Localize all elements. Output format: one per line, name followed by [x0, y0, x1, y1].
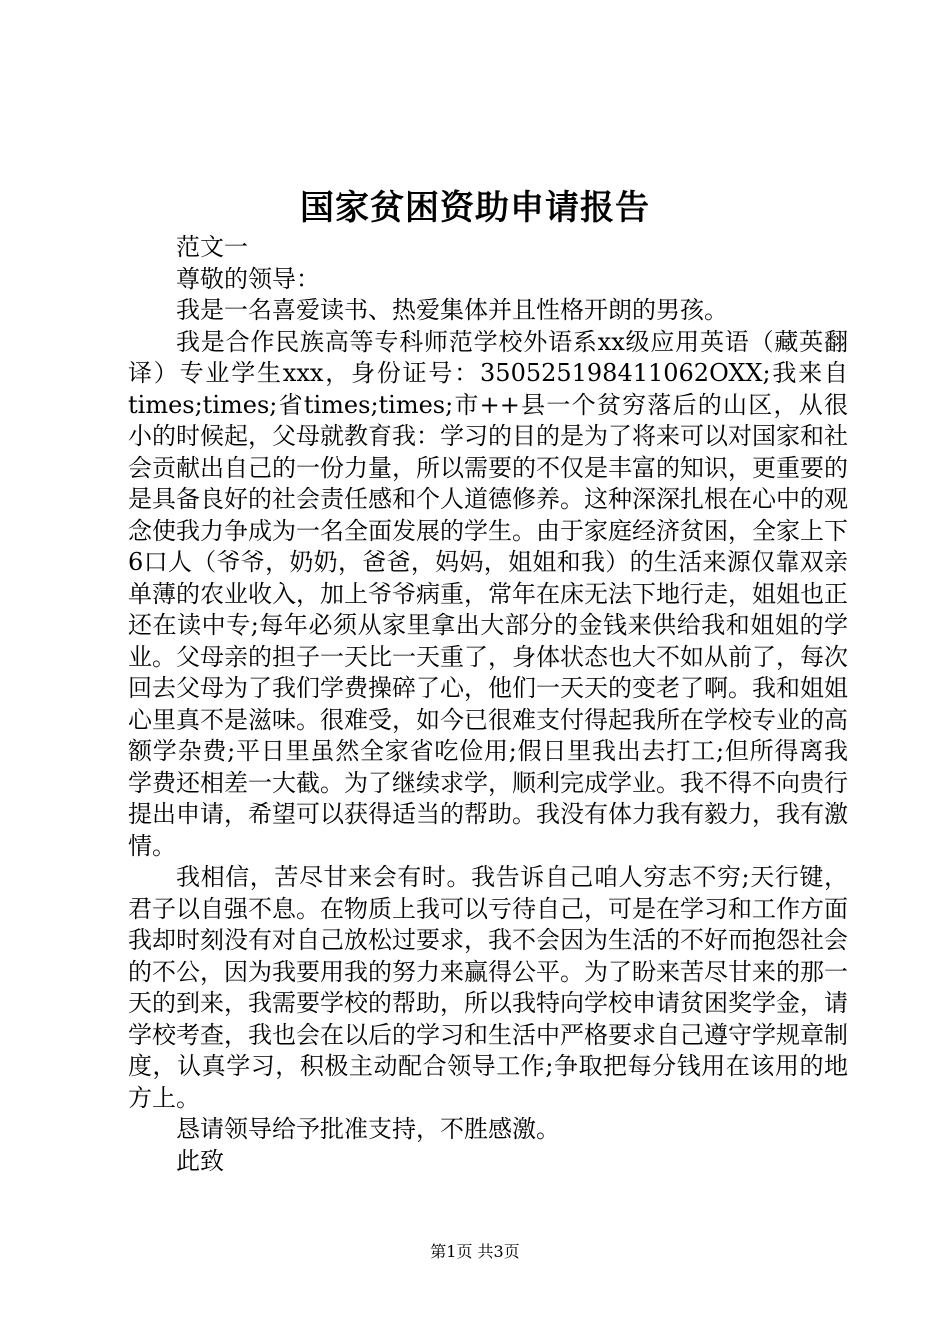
paragraph-belief: 我相信，苦尽甘来会有时。我告诉自己咱人穷志不穷;天行键，君子以自强不息。在物质上我可以亏待自己，可是在学习和工作方面我却时刻没有对自己放松过要求，我不会因为生活的不好而抱怨社会的不公，因为我要用我的努力来赢得公平。为了盼来苦尽甘来的那一天的到来，我需要学校的帮助，所以我特向学校申请贫困奖学金，请学校考查，我也会在以后的学习和生活中严格要求自己遵守学规章制度，认真学习，积极主动配合领导工作;争取把每分钱用在该用的地方上。 — [128, 863, 848, 1112]
paragraph-closing: 此致 — [176, 1146, 224, 1175]
paragraph-intro: 我是一名喜爱读书、热爱集体并且性格开朗的男孩。 — [176, 296, 728, 324]
paragraph-salutation: 尊敬的领导： — [176, 264, 320, 293]
paragraph-background: 我是合作民族高等专科师范学校外语系xx级应用英语（藏英翻译）专业学生xxx，身份证号：350525198411062OXX;我来自times;times;省times;times;市++县一个贫穷落后的山区，从很小的时候起，父母就教育我：学习的目的是为了将来可以对国家和社会贡献出自己的一份力量，所以需要的不仅是丰富的知识，更重要的是具备良好的社会责任感和个人道德修养。这种深深扎根在心中的观念使我力争成为一名全面发展的学生。由于家庭经济贫困，全家上下6口人（爷爷，奶奶，爸爸，妈妈，姐姐和我）的生活来源仅靠双亲单薄的农业收入，加上爷爷病重，常年在床无法下地行走，姐姐也正还在读中专;每年必须从家里拿出大部分的金钱来供给我和姐姐的学业。父母亲的担子一天比一天重了，身体状态也大不如从前了，每次回去父母为了我们学费操碎了心，他们一天天的变老了啊。我和姐姐心里真不是滋味。很难受，如今已很难支付得起我所在学校专业的高额学杂费;平日里虽然全家省吃俭用;假日里我出去打工;但所得离我学费还相差一大截。为了继续求学，顺利完成学业。我不得不向贵行提出申请，希望可以获得适当的帮助。我没有体力我有毅力，我有激情。 — [128, 327, 848, 860]
page-footer: 第1页 共3页 — [430, 1242, 520, 1261]
paragraph-request: 恳请领导给予批准支持，不胜感激。 — [176, 1115, 560, 1143]
document-body — [128, 232, 848, 1177]
document-title: 国家贫困资助申请报告 — [300, 188, 650, 228]
paragraph-sample-label: 范文一 — [176, 233, 248, 261]
